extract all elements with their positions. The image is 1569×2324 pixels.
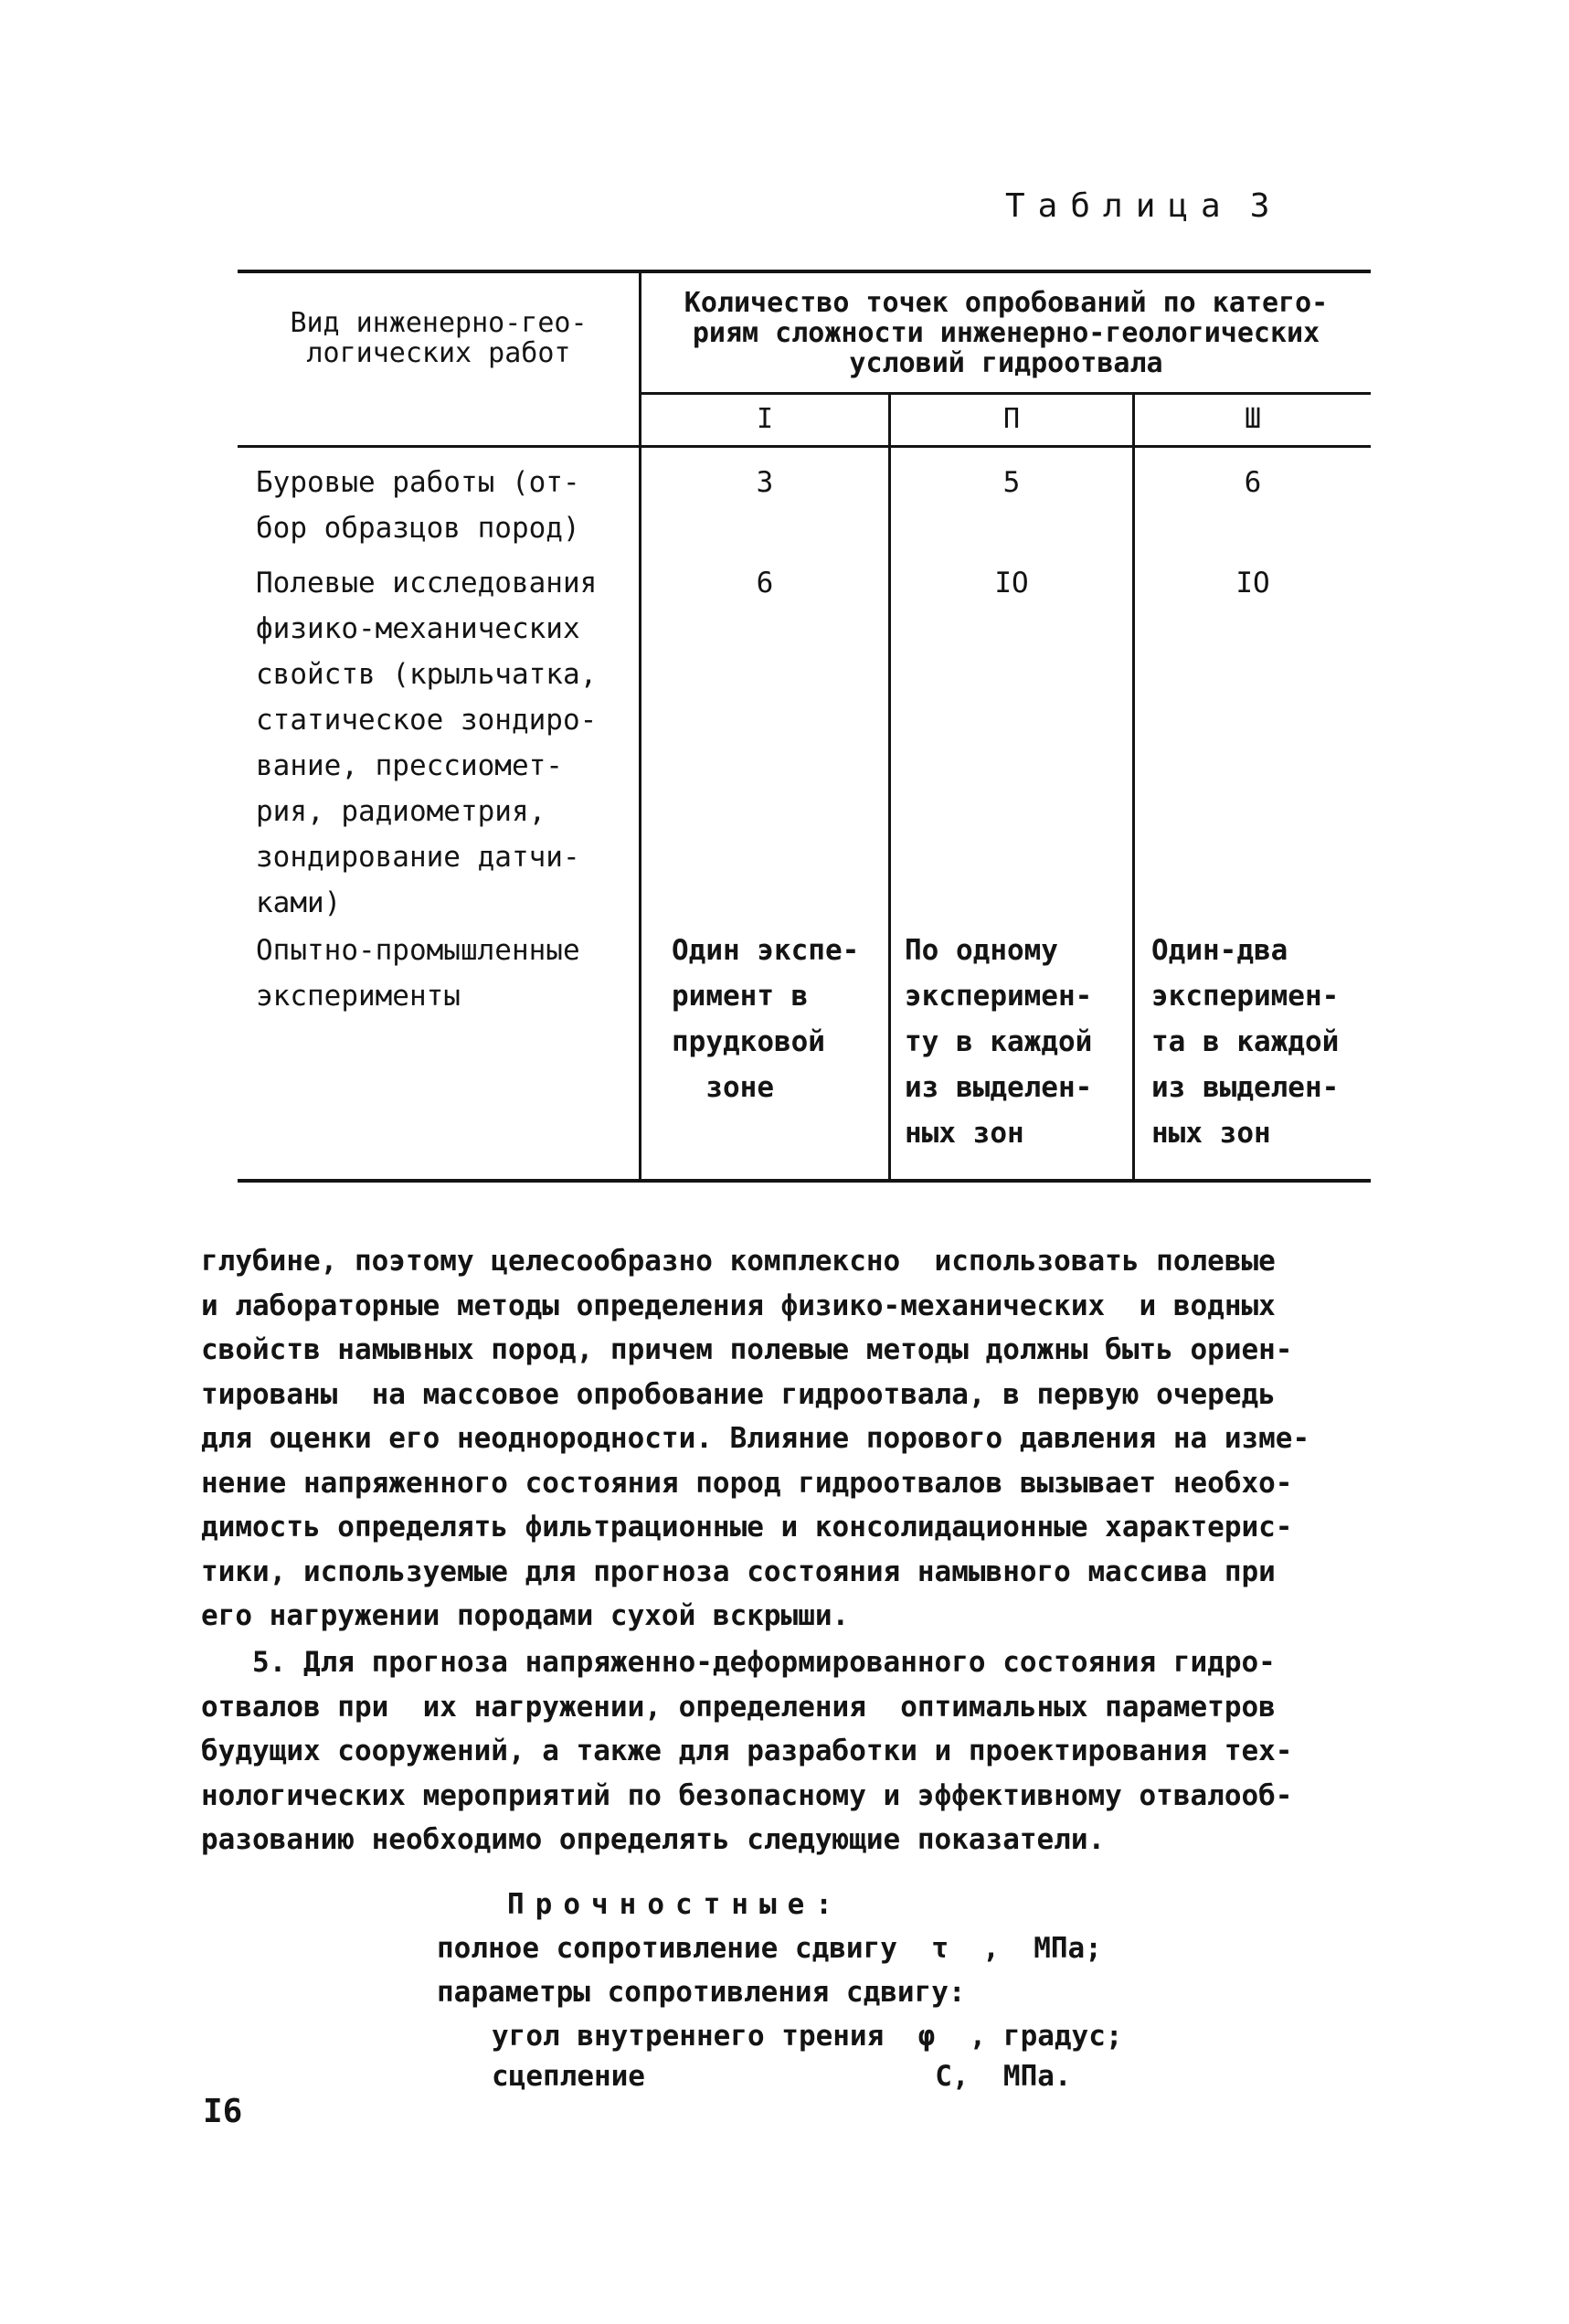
text-line: глубине, поэтому целесообразно комплексно использовать полевые	[201, 1245, 1276, 1278]
text-line: будущих сооружений, а также для разработки и проектирования тех-	[201, 1735, 1293, 1767]
text-line: нологических мероприятий по безопасному и эффективному отвалооб-	[201, 1778, 1293, 1812]
table-caption-label: Таблица	[1005, 187, 1234, 225]
param-cohesion: сцепление С, МПа.	[492, 2060, 1072, 2093]
row-field-research-cat3: IO	[1235, 567, 1270, 600]
row-label-drilling: Буровые работы (от- бор образцов пород)	[256, 466, 580, 545]
params-heading: Прочностные:	[507, 1888, 843, 1921]
header-sampling-points: Количество точек опробований по катего- риям сложности инженерно-геологических условий гидроотвала	[684, 287, 1329, 379]
table-col-divider-3	[1132, 392, 1135, 1183]
header-work-type: Вид инженерно-гео- логических работ	[290, 307, 588, 369]
row-experiments-cat2: По одному эксперимен- ту в каждой из выделен- ных зон	[905, 934, 1093, 1150]
table-col-divider-2	[888, 392, 891, 1183]
text-line: отвалов при их нагружении, определения оптимальных параметров	[201, 1690, 1276, 1724]
text-line: тированы на массовое опробование гидроотвала, в первую очередь	[201, 1377, 1276, 1411]
row-drilling-cat3: 6	[1244, 466, 1262, 499]
table-caption	[1005, 187, 1269, 225]
header-category-3: Ш	[1244, 403, 1262, 435]
row-drilling-cat1: 3	[756, 466, 774, 499]
row-label-field-research: Полевые исследования физико-механических свойств (крыльчатка, статическое зондиро- вание, прессиомет- рия, радиометрия, зондирование датчи- ками)	[256, 567, 598, 919]
table-category-rule	[640, 392, 1371, 395]
param-shear-parameters: параметры сопротивления сдвигу:	[437, 1976, 966, 2009]
row-field-research-cat1: 6	[756, 567, 774, 600]
param-friction-angle: угол внутреннего трения φ , градус;	[492, 2020, 1123, 2053]
text-line: его нагружении породами сухой вскрыши.	[201, 1599, 850, 1632]
text-line: тики, используемые для прогноза состояния намывного массива при	[201, 1555, 1276, 1588]
text-line: разованию необходимо определять следующие показатели.	[201, 1823, 1106, 1856]
header-category-2: П	[1002, 403, 1021, 435]
text-line: димость определять фильтрационные и консолидационные характерис-	[201, 1511, 1293, 1544]
text-line: 5. Для прогноза напряженно-деформированного состояния гидро-	[201, 1646, 1276, 1679]
table-bottom-rule	[238, 1179, 1371, 1183]
table-top-rule	[238, 270, 1371, 273]
text-line: и лабораторные методы определения физико-механических и водных	[201, 1289, 1276, 1322]
row-experiments-cat3: Один-два эксперимен- та в каждой из выделен- ных зон	[1151, 934, 1340, 1150]
data-table	[238, 270, 1371, 1183]
body-paragraph-2	[201, 1640, 1389, 1862]
body-paragraph-1	[201, 1239, 1389, 1639]
row-experiments-cat1: Один экспе- римент в прудковой зоне	[672, 934, 860, 1104]
table-caption-number: 3	[1249, 187, 1270, 225]
row-label-experiments: Опытно-промышленные эксперименты	[256, 934, 580, 1013]
page-number: I6	[203, 2093, 243, 2130]
table-header-rule	[238, 445, 1371, 448]
text-line: нение напряженного состояния пород гидроотвалов вызывает необхо-	[201, 1466, 1293, 1500]
row-field-research-cat2: IO	[994, 567, 1029, 600]
text-line: для оценки его неоднородности. Влияние порового давления на изме-	[201, 1422, 1310, 1455]
param-shear-resistance: полное сопротивление сдвигу τ , МПа;	[437, 1932, 1102, 1965]
text-line: свойств намывных пород, причем полевые методы должны быть ориен-	[201, 1333, 1293, 1366]
row-drilling-cat2: 5	[1002, 466, 1021, 499]
header-category-1: I	[756, 403, 774, 435]
